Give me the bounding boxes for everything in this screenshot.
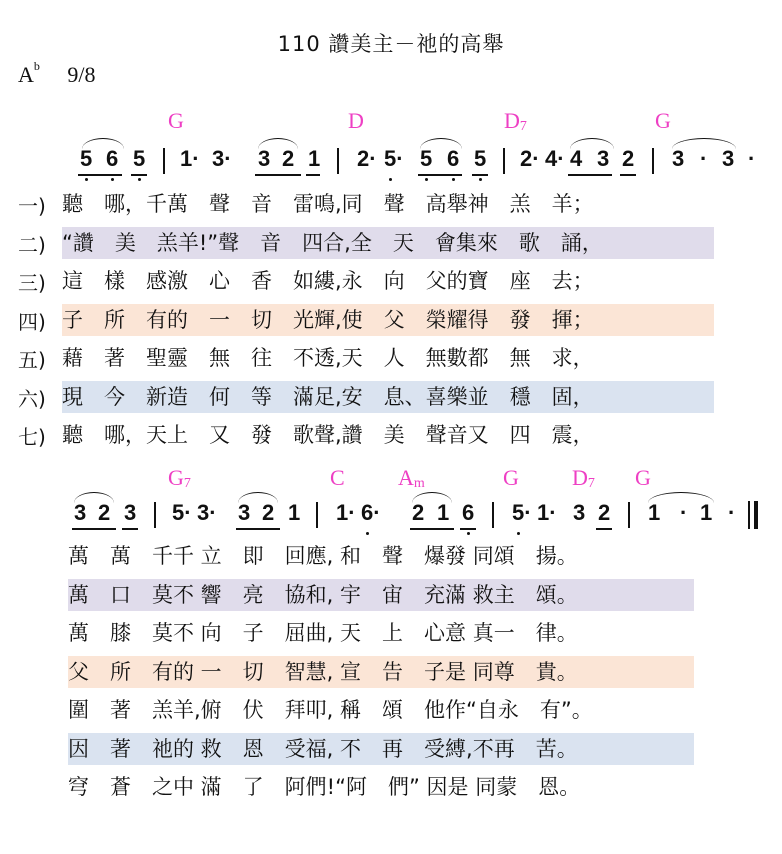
beam-underline — [418, 174, 462, 176]
note: · — [728, 500, 736, 525]
beam-underline — [236, 528, 280, 530]
verse-lyric: 現 今 新造 何 等 滿足,安 息、喜樂並 穩 固， — [62, 384, 594, 409]
note: 1 — [437, 500, 450, 525]
chord-quality: m — [413, 476, 425, 491]
note: 5 — [133, 146, 146, 171]
chord-root: D — [348, 108, 364, 133]
verse-lyric: 子 所 有的 一 切 光輝,使 父 榮耀得 發 揮； — [62, 307, 594, 332]
key-signature — [18, 58, 96, 88]
note: 1 — [648, 500, 661, 525]
barline — [748, 501, 750, 529]
note: 3 — [573, 500, 586, 525]
barline — [154, 502, 156, 528]
chord-symbol — [504, 108, 527, 135]
verse-lyric: 聽 哪，天上 又 發 歌聲,讚 美 聲音又 四 震， — [62, 423, 594, 447]
note: 1· — [180, 146, 200, 171]
octave-dot — [425, 178, 428, 181]
barline — [316, 502, 318, 528]
verse-number: 二) — [18, 232, 46, 257]
barline — [492, 502, 494, 528]
slur — [648, 492, 714, 503]
chord-symbol — [168, 465, 191, 492]
chord-quality: 7 — [183, 476, 191, 491]
note: 5· — [172, 500, 192, 525]
beam-underline — [568, 174, 612, 176]
barline — [628, 502, 630, 528]
chord-root: G — [168, 108, 184, 133]
chord-root: G — [635, 465, 651, 490]
verse-lyric: 萬 萬 千千 立 即 回應, 和 聲 爆發 同頌 揚。 — [68, 544, 578, 568]
chord-root: D — [572, 465, 588, 490]
note: 6 — [447, 146, 460, 171]
beam-underline — [255, 174, 301, 176]
verse-lyric: 萬 口 莫不 響 亮 協和, 宇 宙 充滿 救主 頌。 — [68, 582, 578, 607]
verse-number: 四) — [18, 309, 46, 334]
note: 1 — [308, 146, 321, 171]
note: 2 — [98, 500, 111, 525]
chord-quality: 7 — [587, 476, 595, 491]
barline — [163, 148, 165, 174]
note: 3· — [212, 146, 232, 171]
slur — [82, 138, 124, 149]
slur — [570, 138, 614, 149]
beam-underline — [306, 174, 320, 176]
note: 2 — [262, 500, 275, 525]
chord-symbol — [398, 465, 425, 492]
chord-symbol — [655, 108, 671, 134]
verse-lyric: 萬 膝 莫不 向 子 屈曲, 天 上 心意 真一 律。 — [68, 621, 578, 645]
octave-dot — [479, 178, 482, 181]
chord-symbol — [503, 465, 519, 491]
verse-lyric: 藉 著 聖靈 無 往 不透,天 人 無數都 無 求， — [62, 346, 594, 370]
verse-lyric: “讚 美 羔羊!”聲 音 四合,全 天 會集來 歌 誦， — [62, 230, 603, 255]
verse-number: 一) — [18, 194, 46, 218]
chord-root: G — [503, 465, 519, 490]
note: 2· — [520, 146, 540, 171]
verse-lyric: 穹 蒼 之中 滿 了 阿們!“阿 們” 因是 同蒙 恩。 — [68, 775, 581, 799]
note: · — [748, 146, 756, 171]
chord-symbol — [168, 108, 184, 134]
verse-lyric: 這 樣 感激 心 香 如縷,永 向 父的寶 座 去； — [62, 269, 594, 293]
slur — [74, 492, 114, 503]
note: 6 — [462, 500, 475, 525]
slur — [412, 492, 452, 503]
final-barline — [754, 501, 758, 529]
note: 4· — [545, 146, 565, 171]
chord-symbol — [330, 465, 345, 491]
barline — [337, 148, 339, 174]
verse-number: 三) — [18, 271, 46, 295]
chord-root: G — [655, 108, 671, 133]
key-accidental: b — [33, 58, 40, 73]
barline — [652, 148, 654, 174]
note: 4 — [570, 146, 583, 171]
verse-number: 六) — [18, 386, 46, 411]
chord-root: G — [168, 465, 184, 490]
note: 3 — [238, 500, 251, 525]
note: 2 — [282, 146, 295, 171]
slur — [258, 138, 298, 149]
chord-root: A — [398, 465, 414, 490]
chord-symbol — [572, 465, 595, 492]
beam-underline — [472, 174, 488, 176]
note: 3 — [74, 500, 87, 525]
octave-dot — [452, 178, 455, 181]
octave-dot — [111, 178, 114, 181]
chord-root: D — [504, 108, 520, 133]
note: · — [680, 500, 688, 525]
verse-number: 五) — [18, 348, 46, 372]
slur — [238, 492, 278, 503]
note: 3 — [124, 500, 137, 525]
note: 5· — [384, 146, 404, 171]
note: 1 — [288, 500, 301, 525]
octave-dot — [138, 178, 141, 181]
hymn-title: 110 讚美主－祂的高舉 — [277, 32, 505, 56]
slur — [672, 138, 736, 149]
beam-underline — [410, 528, 454, 530]
verse-lyric: 父 所 有的 一 切 智慧, 宣 告 子是 同尊 貴。 — [68, 659, 578, 684]
octave-dot — [517, 532, 520, 535]
verse-number: 七) — [18, 425, 46, 449]
note: 2 — [598, 500, 611, 525]
verse-lyric: 聽 哪，千萬 聲 音 雷鳴,同 聲 高舉神 羔 羊； — [62, 192, 594, 216]
key-letter: A — [18, 62, 34, 87]
note: 1· — [336, 500, 356, 525]
octave-dot — [389, 178, 392, 181]
chord-root: C — [330, 465, 345, 490]
note: 3 — [672, 146, 685, 171]
note: 2 — [622, 146, 635, 171]
verse-lyric: 因 著 祂的 救 恩 受福, 不 再 受縛,不再 苦。 — [68, 736, 578, 761]
chord-quality: 7 — [519, 119, 527, 134]
note: 5 — [80, 146, 93, 171]
note: 3· — [197, 500, 217, 525]
time-signature: 9/8 — [67, 62, 96, 87]
slur — [420, 138, 462, 149]
beam-underline — [122, 528, 138, 530]
octave-dot — [366, 532, 369, 535]
note: 5 — [474, 146, 487, 171]
note: 3 — [722, 146, 735, 171]
beam-underline — [620, 174, 636, 176]
beam-underline — [72, 528, 116, 530]
note: 1 — [700, 500, 713, 525]
note: 5· — [512, 500, 532, 525]
octave-dot — [467, 532, 470, 535]
beam-underline — [460, 528, 476, 530]
beam-underline — [78, 174, 122, 176]
note: · — [700, 146, 708, 171]
note: 2· — [357, 146, 377, 171]
verse-lyric: 圍 著 羔羊,俯 伏 拜叩, 稱 頌 他作“自永 有”。 — [68, 698, 593, 722]
beam-underline — [596, 528, 612, 530]
note: 6 — [106, 146, 119, 171]
note: 3 — [258, 146, 271, 171]
note: 1· — [537, 500, 557, 525]
octave-dot — [85, 178, 88, 181]
note: 3 — [597, 146, 610, 171]
barline — [503, 148, 505, 174]
chord-symbol — [635, 465, 651, 491]
note: 5 — [420, 146, 433, 171]
beam-underline — [131, 174, 147, 176]
note: 2 — [412, 500, 425, 525]
note: 6· — [361, 500, 381, 525]
chord-symbol — [348, 108, 364, 134]
